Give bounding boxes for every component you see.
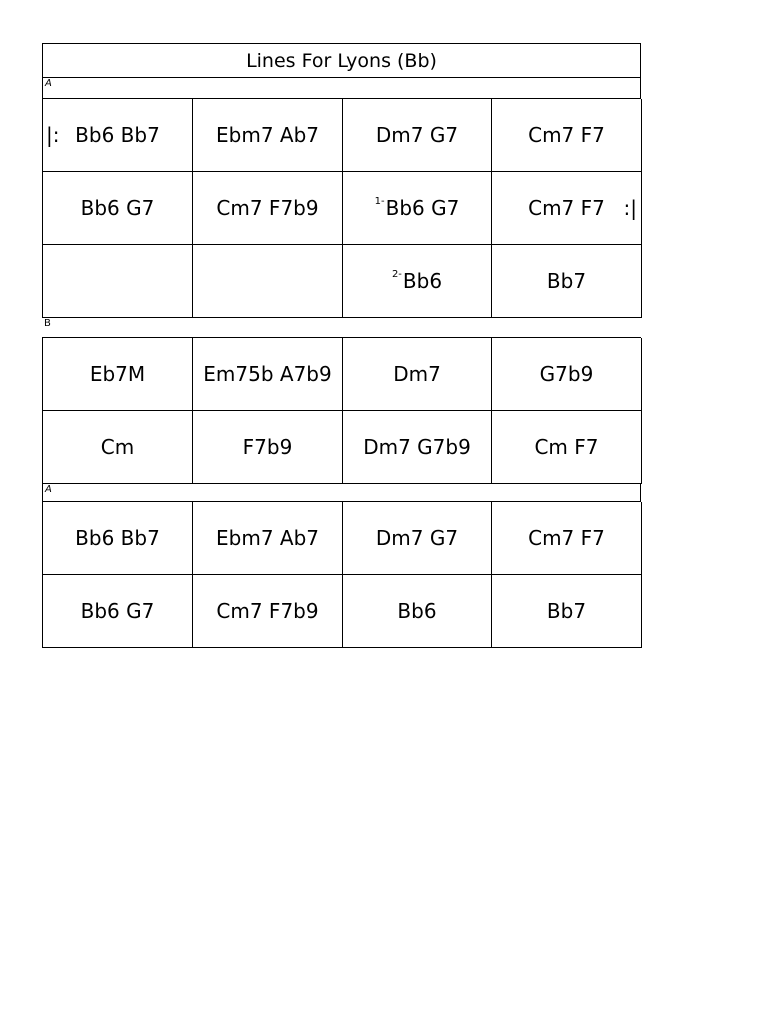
chord-chart [42,43,641,648]
bar-cell [343,99,492,172]
section-label-a1: A [42,78,641,99]
chord-label: Ebm7 Ab7 [216,526,319,550]
bar-cell [343,172,492,245]
bar-cell [193,502,343,575]
chord-label: Ebm7 Ab7 [216,123,319,147]
chord-label: Bb6 [402,269,443,293]
section-label-b: B [44,318,51,329]
chord-label: Cm7 F7b9 [216,599,319,623]
chord-label: Eb7M [89,362,146,386]
bar-cell [492,502,642,575]
chord-label: Dm7 G7 [375,526,459,550]
chord-label: Cm7 F7b9 [216,196,319,220]
second-ending-marker: 2- [391,269,402,281]
chord-label: Bb7 [546,599,587,623]
chord-label: Em75b A7b9 [203,362,332,386]
chord-label: Cm7 F7 [528,526,605,550]
chord-label: Cm7 F7 [528,196,605,220]
bar-cell [343,338,492,411]
chord-label: G7b9 [539,362,594,386]
chord-label: Bb7 [546,269,587,293]
chord-label: Bb6 G7 [80,196,155,220]
chord-label: Cm F7 [534,435,599,459]
bar-cell [343,502,492,575]
bar-cell [492,338,642,411]
bar-cell [43,99,193,172]
section-a2-grid [42,502,641,648]
chord-label: Bb6 Bb7 [75,526,160,550]
chord-label: Cm [100,435,135,459]
chord-label: Bb6 Bb7 [75,123,160,147]
bar-cell [193,99,343,172]
bar-cell [343,245,492,318]
bar-cell [343,575,492,648]
chord-label: Dm7 G7 [375,123,459,147]
bar-cell [193,575,343,648]
bar-cell [193,245,343,318]
first-ending-chord [375,196,460,220]
repeat-start-sign: |: [46,123,60,147]
bar-cell [193,172,343,245]
section-label-a2: A [42,484,641,502]
bar-cell [43,411,193,484]
bar-cell [492,245,642,318]
section-a1-grid [42,99,641,318]
chord-label: F7b9 [242,435,293,459]
bar-cell [492,411,642,484]
bar-cell [43,172,193,245]
bar-cell [193,411,343,484]
second-ending-chord [392,269,442,293]
bar-cell [193,338,343,411]
chord-label: Bb6 G7 [385,196,460,220]
bar-cell [43,575,193,648]
bar-cell [492,575,642,648]
bar-cell [492,99,642,172]
bar-cell [43,245,193,318]
chord-label: Bb6 G7 [80,599,155,623]
chord-label: Dm7 G7b9 [363,435,471,459]
bar-cell [343,411,492,484]
section-b-grid [42,337,641,484]
bar-cell [492,172,642,245]
bar-cell [43,502,193,575]
chord-label: Cm7 F7 [528,123,605,147]
chord-label: Dm7 [393,362,441,386]
chord-label: Bb6 [397,599,437,623]
first-ending-marker: 1- [374,196,385,208]
bar-cell [43,338,193,411]
repeat-end-sign: :| [623,196,637,220]
chart-title: Lines For Lyons (Bb) [42,43,641,78]
